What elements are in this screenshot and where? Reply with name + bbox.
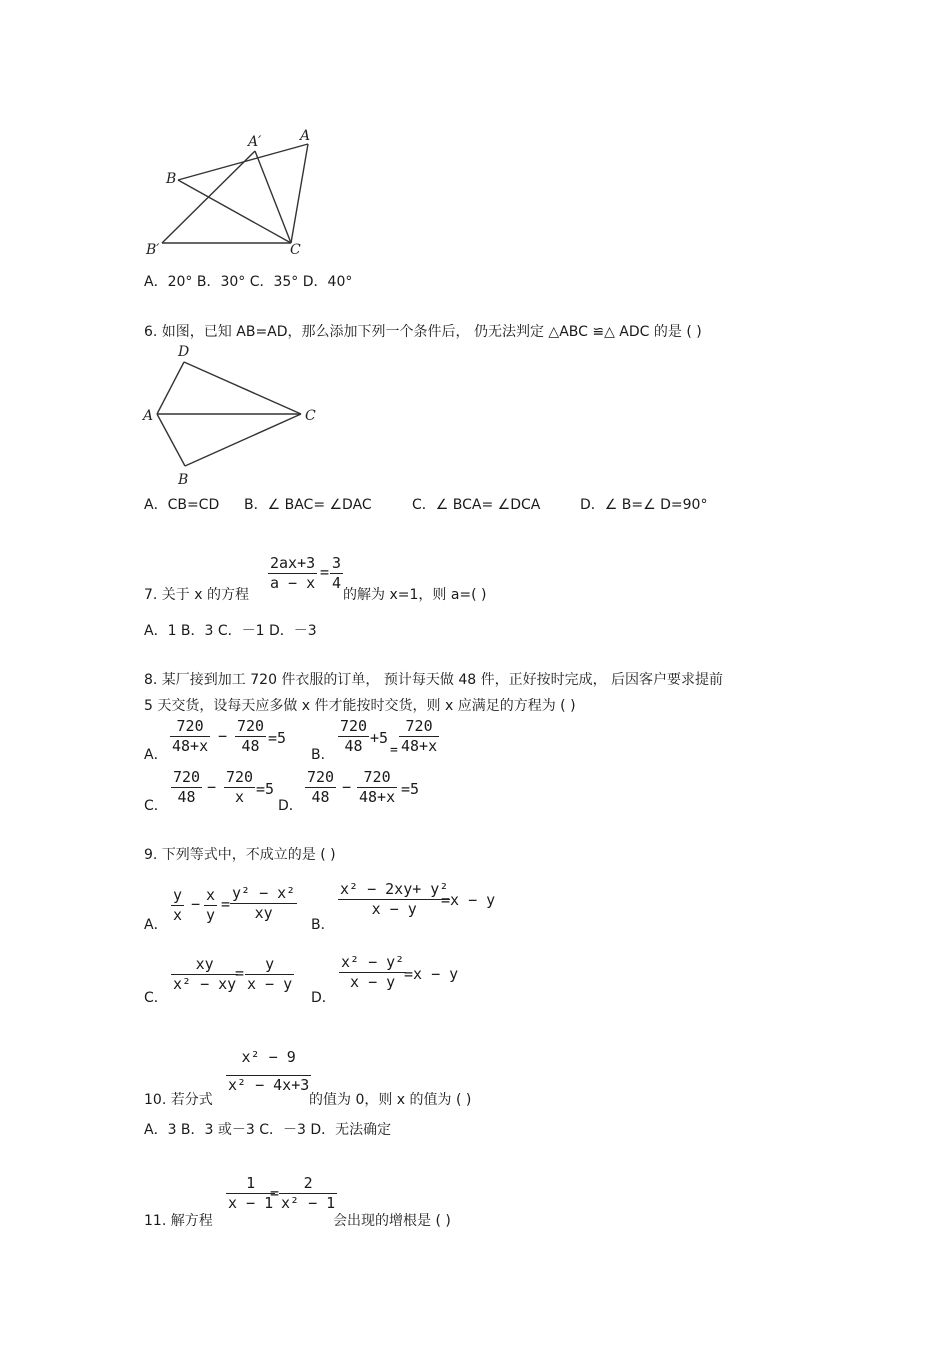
q9c-fraction-1: [171, 955, 238, 994]
label-b: B: [166, 171, 177, 187]
numerator: 720: [226, 768, 254, 786]
q8a-fraction-2: [235, 717, 266, 756]
denominator: x − y: [350, 973, 396, 991]
q5-options: A．20° B．30° C．35° D．40°: [144, 274, 353, 290]
q8c-fraction-1: [171, 768, 202, 807]
denominator: x: [235, 788, 245, 806]
q8a-rhs: =5: [268, 729, 287, 747]
label-a: A: [143, 408, 154, 424]
q11-suffix: 会出现的增根是 ( ): [333, 1213, 451, 1229]
q8c-rhs: =5: [256, 780, 275, 798]
q10-fraction: [226, 1048, 311, 1095]
q9b-rhs: =x − y: [441, 891, 496, 909]
numerator: x² − 2xy+ y²: [340, 880, 449, 898]
q11-fraction-2: [279, 1174, 337, 1213]
q8d-fraction-2: [357, 768, 397, 807]
numerator: 3: [332, 554, 342, 572]
q8b-fraction-1: [338, 717, 369, 756]
q9c-fraction-2: [245, 955, 294, 994]
label-d: D: [178, 344, 190, 360]
label-c: C: [305, 408, 316, 424]
figure-q6-kite: [140, 340, 330, 490]
q9a-fraction-3: [230, 884, 297, 923]
q9-label-b: B．: [311, 917, 335, 933]
q8b-equals: =: [390, 743, 398, 758]
denominator: a − x: [270, 574, 316, 592]
denominator: x − 1: [228, 1194, 274, 1212]
q7-suffix: 的解为 x=1，则 a=( ): [343, 587, 487, 603]
q8a-fraction-1: [170, 717, 210, 756]
q11-equals: =: [270, 1184, 280, 1202]
label-a-prime: A′: [248, 134, 262, 150]
q11-prefix: 11. 解方程: [144, 1213, 213, 1229]
denominator: x² − 4x+3: [228, 1076, 310, 1094]
denominator: x: [173, 906, 183, 924]
numerator: 720: [237, 717, 265, 735]
denominator: 48+x: [172, 737, 209, 755]
q8-label-d: D．: [278, 798, 303, 814]
denominator: y: [206, 906, 216, 924]
numerator: 720: [405, 717, 433, 735]
q6-stem: 6. 如图，已知 AB=AD，那么添加下列一个条件后， 仍无法判定 △ABC ≌△ ADC 的是 ( ): [144, 324, 702, 340]
numerator: 720: [340, 717, 368, 735]
q8c-minus: −: [207, 778, 217, 796]
q9a-fraction-2: [204, 886, 217, 925]
figure-q5-triangles: [140, 125, 330, 260]
q7-prefix: 7. 关于 x 的方程: [144, 587, 249, 603]
q7-equals: =: [320, 563, 330, 581]
label-a: A: [300, 128, 311, 144]
denominator: 48: [241, 737, 260, 755]
q9-stem: 9. 下列等式中，不成立的是 ( ): [144, 847, 336, 863]
denominator: x − y: [247, 975, 293, 993]
denominator: xy: [254, 904, 273, 922]
q9-label-d: D．: [311, 990, 336, 1006]
q9a-fraction-1: [171, 886, 184, 925]
q8b-fraction-2: [399, 717, 439, 756]
q8d-rhs: =5: [401, 780, 420, 798]
numerator: y² − x²: [232, 884, 296, 902]
q8a-minus: −: [218, 727, 228, 745]
q9-label-c: C．: [144, 990, 168, 1006]
numerator: 2: [303, 1174, 313, 1192]
q9-label-a: A．: [144, 917, 168, 933]
q8d-minus: −: [342, 778, 352, 796]
q6-option-d: D．∠ B=∠ D=90°: [580, 497, 708, 513]
q7-rhs-fraction: [330, 554, 343, 593]
numerator: 720: [173, 768, 201, 786]
numerator: 1: [246, 1174, 256, 1192]
label-b-prime: B′: [146, 242, 160, 258]
denominator: x − y: [371, 900, 417, 918]
q9a-minus: −: [191, 895, 201, 913]
q9d-rhs: =x − y: [404, 965, 459, 983]
numerator: 720: [176, 717, 204, 735]
denominator: 48+x: [359, 788, 396, 806]
q6-option-a: A．CB=CD: [144, 497, 220, 513]
denominator: 4: [332, 574, 342, 592]
q6-option-b: B．∠ BAC= ∠DAC: [244, 497, 372, 513]
q10-options: A．3 B．3 或－3 C．－3 D．无法确定: [144, 1122, 392, 1138]
q9d-fraction: [339, 953, 406, 992]
numerator: y: [265, 955, 275, 973]
q8-label-c: C．: [144, 798, 168, 814]
q8-label-b: B．: [311, 747, 335, 763]
denominator: x² − xy: [173, 975, 237, 993]
q8b-plus: +5: [370, 729, 389, 747]
numerator: x² − 9: [241, 1048, 296, 1066]
q8d-fraction-1: [305, 768, 336, 807]
numerator: x² − y²: [341, 953, 405, 971]
q8-line1: 8. 某厂接到加工 720 件衣服的订单， 预计每天做 48 件，正好按时完成， 后因客户要求提前: [144, 672, 724, 688]
q7-options: A．1 B．3 C．－1 D．－3: [144, 623, 317, 639]
q6-option-c: C．∠ BCA= ∠DCA: [412, 497, 541, 513]
numerator: 720: [363, 768, 391, 786]
label-c: C: [290, 242, 301, 258]
numerator: 720: [307, 768, 335, 786]
q8-line2: 5 天交货，设每天应多做 x 件才能按时交货，则 x 应满足的方程为 ( ): [144, 698, 576, 714]
denominator: 48: [344, 737, 363, 755]
q10-suffix: 的值为 0，则 x 的值为 ( ): [309, 1092, 472, 1108]
denominator: 48: [311, 788, 330, 806]
numerator: 2ax+3: [270, 554, 316, 572]
numerator: xy: [195, 955, 214, 973]
label-b: B: [178, 472, 189, 488]
denominator: x² − 1: [281, 1194, 336, 1212]
denominator: 48+x: [401, 737, 438, 755]
q10-prefix: 10. 若分式: [144, 1092, 213, 1108]
q7-lhs-fraction: [268, 554, 317, 593]
q9b-fraction: [338, 880, 450, 919]
q9c-equals: =: [235, 964, 245, 982]
q8-label-a: A．: [144, 747, 168, 763]
numerator: y: [173, 886, 183, 904]
q8c-fraction-2: [224, 768, 255, 807]
denominator: 48: [177, 788, 196, 806]
q11-fraction-1: [226, 1174, 275, 1213]
q9a-equals: =: [221, 895, 231, 913]
numerator: x: [206, 886, 216, 904]
